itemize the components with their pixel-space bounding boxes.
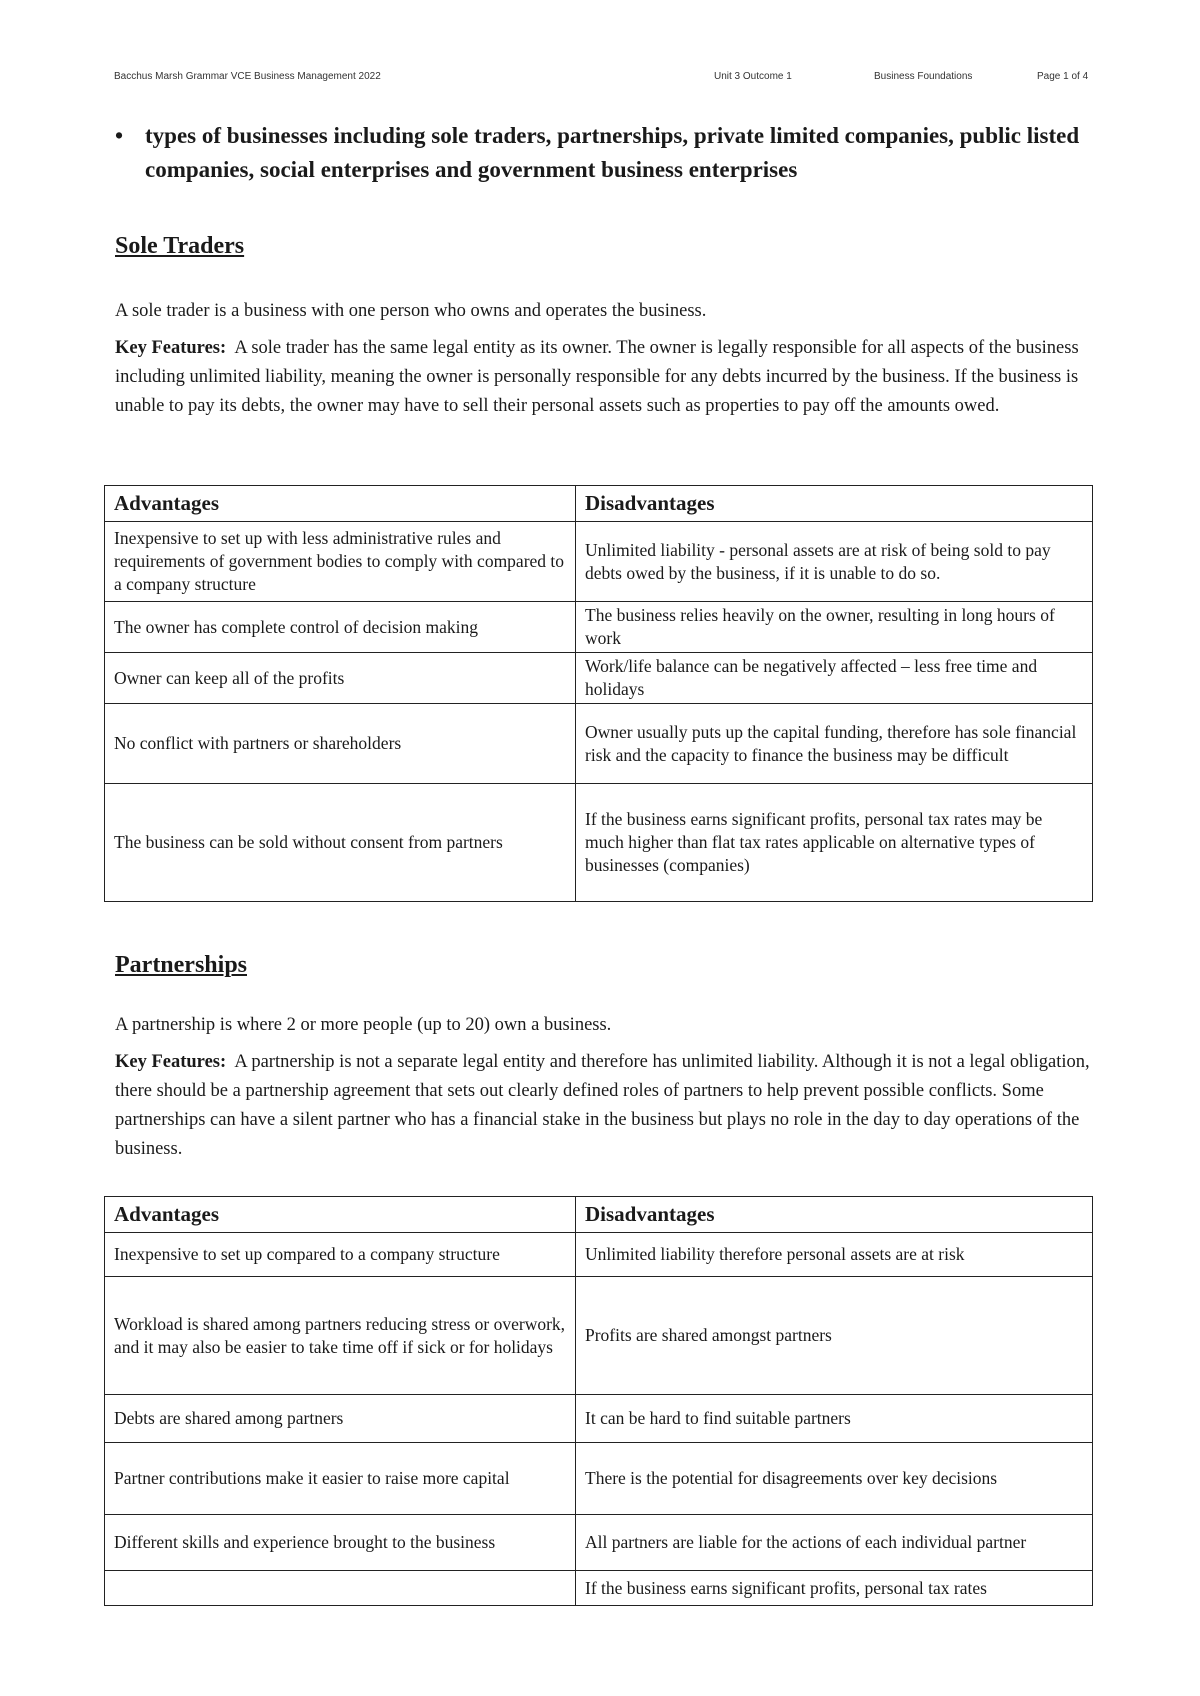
table-row bbox=[105, 784, 1093, 902]
header-topic: Business Foundations bbox=[874, 71, 973, 82]
table-row bbox=[105, 1277, 1093, 1395]
partnerships-table bbox=[104, 1196, 1093, 1606]
advantage-cell: Debts are shared among partners bbox=[105, 1395, 576, 1443]
sole-traders-key-features bbox=[115, 334, 1105, 421]
table-row bbox=[105, 1443, 1093, 1515]
disadvantage-cell: Owner usually puts up the capital funding, therefore has sole financial risk and the capacity to finance the business may be difficult bbox=[576, 704, 1093, 784]
partnerships-title: Partnerships bbox=[115, 952, 247, 978]
advantage-cell: Workload is shared among partners reducing stress or overwork, and it may also be easier to take time off if sick or for holidays bbox=[105, 1277, 576, 1395]
disadvantage-cell: Profits are shared amongst partners bbox=[576, 1277, 1093, 1395]
disadvantage-cell: The business relies heavily on the owner, resulting in long hours of work bbox=[576, 602, 1093, 653]
header-school: Bacchus Marsh Grammar VCE Business Management 2022 bbox=[114, 71, 381, 82]
disadvantage-cell: If the business earns significant profits, personal tax rates may be much higher than flat tax rates applicable on alternative types of businesses (companies) bbox=[576, 784, 1093, 902]
advantage-cell: No conflict with partners or shareholders bbox=[105, 704, 576, 784]
header-unit: Unit 3 Outcome 1 bbox=[714, 71, 792, 82]
table-header-row bbox=[105, 1197, 1093, 1233]
bullet-icon: • bbox=[115, 123, 124, 148]
table-row bbox=[105, 602, 1093, 653]
advantage-cell: Inexpensive to set up with less administrative rules and requirements of government bodies to comply with compared to a company structure bbox=[105, 522, 576, 602]
advantage-cell: Inexpensive to set up compared to a company structure bbox=[105, 1233, 576, 1277]
header-page-number: Page 1 of 4 bbox=[1037, 71, 1089, 82]
sole-traders-title: Sole Traders bbox=[115, 233, 245, 259]
disadvantage-cell: Unlimited liability - personal assets are at risk of being sold to pay debts owed by the business, if it is unable to do so. bbox=[576, 522, 1093, 602]
sole-traders-table bbox=[104, 485, 1093, 902]
disadvantage-cell: There is the potential for disagreements over key decisions bbox=[576, 1443, 1093, 1515]
table-row bbox=[105, 1395, 1093, 1443]
advantage-cell: Owner can keep all of the profits bbox=[105, 653, 576, 704]
disadvantage-cell: If the business earns significant profits, personal tax rates bbox=[576, 1571, 1093, 1606]
table-row bbox=[105, 1233, 1093, 1277]
table-row bbox=[105, 522, 1093, 602]
key-features-label: Key Features: bbox=[115, 1052, 227, 1072]
disadvantage-cell: It can be hard to find suitable partners bbox=[576, 1395, 1093, 1443]
disadvantages-header: Disadvantages bbox=[576, 1197, 1093, 1233]
key-features-text: A partnership is not a separate legal entity and therefore has unlimited liability. Although it is not a legal obligation, there should be a partnership agreement that sets out clearly defined roles of partners to help prevent possible conflicts. Some partnerships can have a silent partner who has a financial stake in the business but plays no role in the day to day operations of the business. bbox=[115, 1052, 1090, 1159]
advantage-cell: Different skills and experience brought to the business bbox=[105, 1515, 576, 1571]
table-row bbox=[105, 704, 1093, 784]
disadvantage-cell: Unlimited liability therefore personal assets are at risk bbox=[576, 1233, 1093, 1277]
table-row bbox=[105, 1571, 1093, 1606]
advantage-cell bbox=[105, 1571, 576, 1606]
advantages-header: Advantages bbox=[105, 486, 576, 522]
topic-bullet-text: types of businesses including sole traders, partnerships, private limited companies, public listed companies, social enterprises and government business enterprises bbox=[145, 123, 1080, 182]
key-features-text: A sole trader has the same legal entity as its owner. The owner is legally responsible for all aspects of the business including unlimited liability, meaning the owner is personally responsible for any debts incurred by the business. If the business is unable to pay its debts, the owner may have to sell their personal assets such as properties to pay off the amounts owed. bbox=[115, 338, 1079, 416]
key-features-label: Key Features: bbox=[115, 338, 227, 358]
disadvantages-header: Disadvantages bbox=[576, 486, 1093, 522]
sole-traders-definition: A sole trader is a business with one person who owns and operates the business. bbox=[115, 301, 707, 321]
advantage-cell: The business can be sold without consent from partners bbox=[105, 784, 576, 902]
partnerships-definition: A partnership is where 2 or more people (up to 20) own a business. bbox=[115, 1015, 612, 1035]
advantage-cell: The owner has complete control of decision making bbox=[105, 602, 576, 653]
page-header bbox=[114, 71, 1104, 85]
table-row bbox=[105, 653, 1093, 704]
partnerships-key-features bbox=[115, 1048, 1105, 1164]
advantages-header: Advantages bbox=[105, 1197, 576, 1233]
advantage-cell: Partner contributions make it easier to raise more capital bbox=[105, 1443, 576, 1515]
table-header-row bbox=[105, 486, 1093, 522]
disadvantage-cell: All partners are liable for the actions of each individual partner bbox=[576, 1515, 1093, 1571]
disadvantage-cell: Work/life balance can be negatively affected – less free time and holidays bbox=[576, 653, 1093, 704]
table-row bbox=[105, 1515, 1093, 1571]
